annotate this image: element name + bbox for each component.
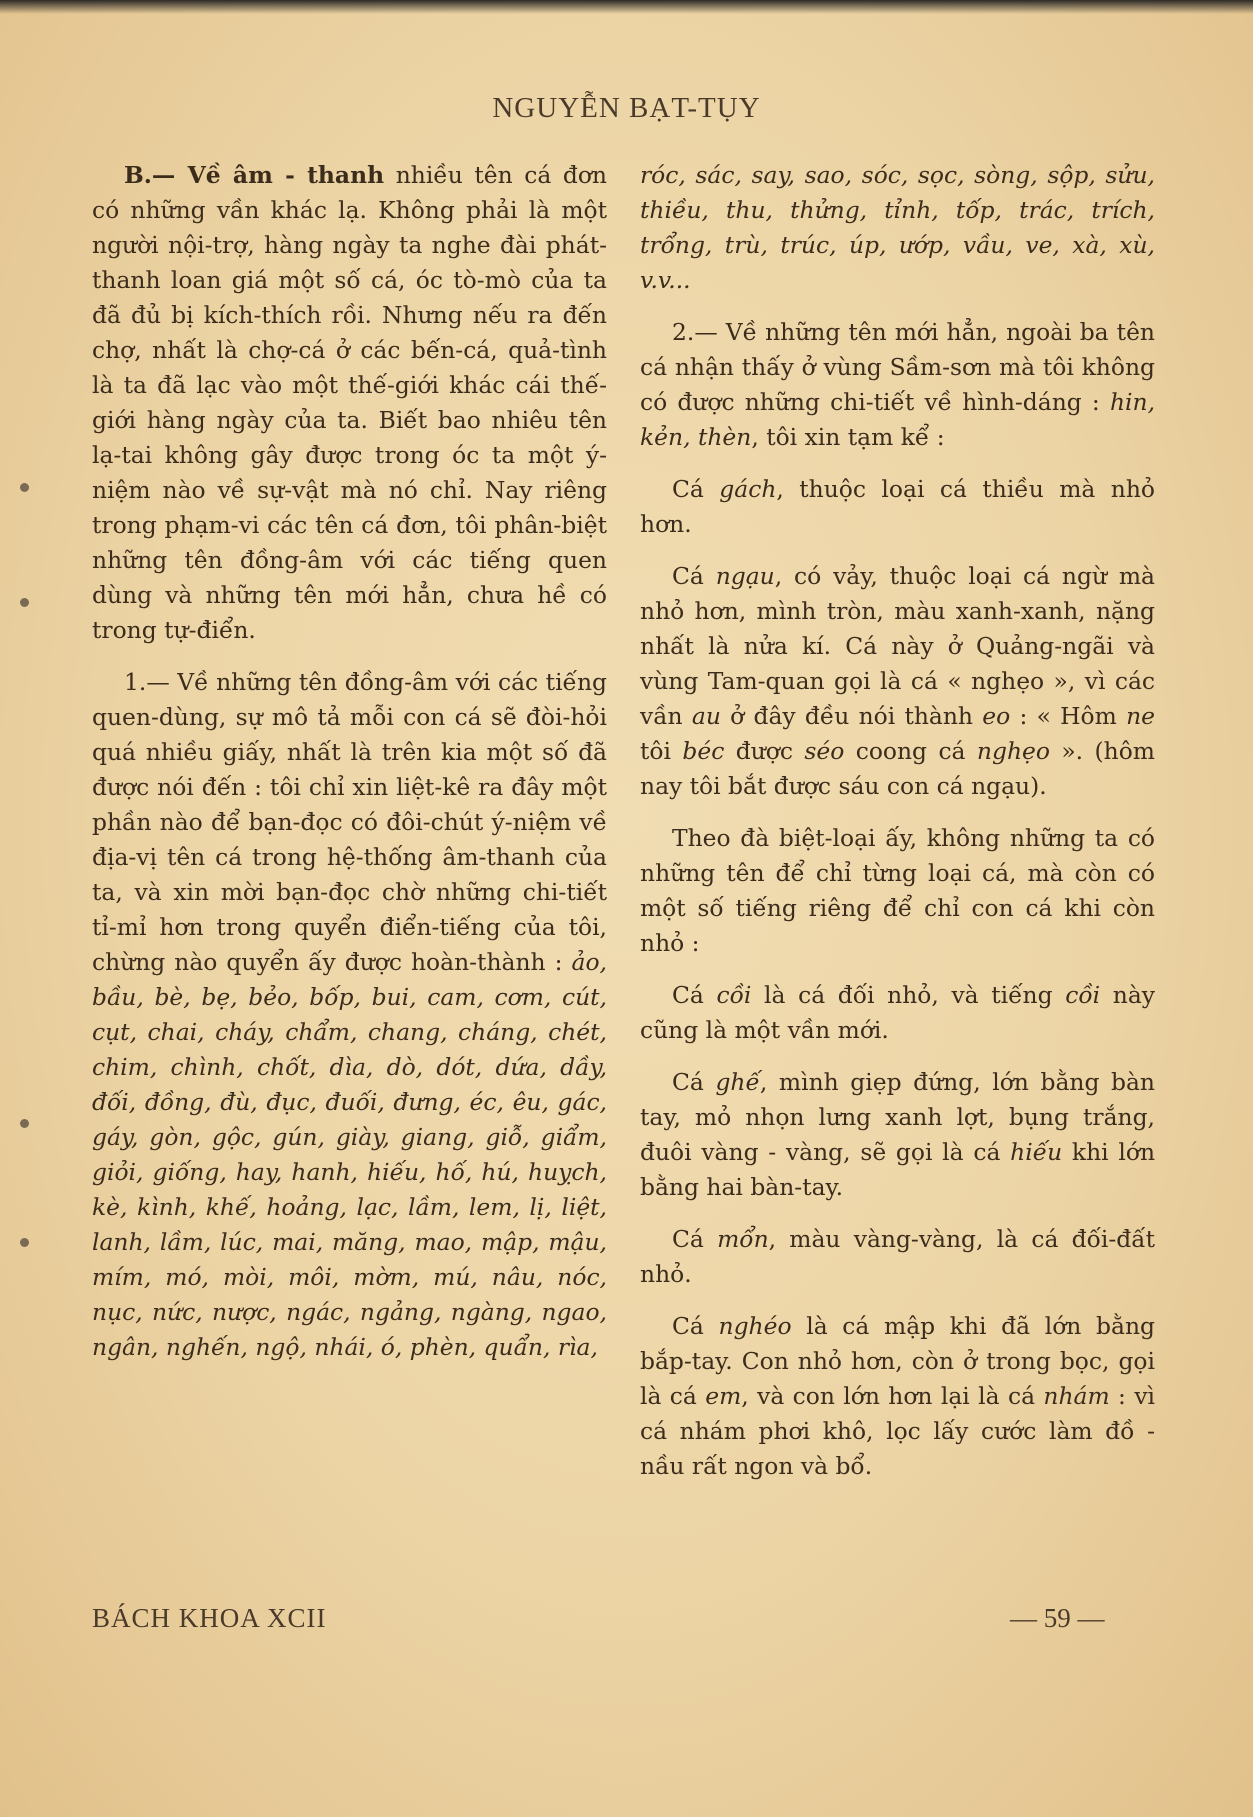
paragraph-gach: Cá gách, thuộc loại cá thiều mà nhỏ hơn. [640, 475, 1156, 538]
binding-hole [20, 598, 29, 607]
right-column [640, 158, 1155, 1501]
fish-name-list-continued: róc, sác, say, sao, sóc, sọc, sòng, sộp, sửu, thiều, thu, thửng, tỉnh, tốp, trác, trích, trổng, trù, trúc, úp, ướp, vầu, ve, xà, xù, v.v... [640, 161, 1155, 294]
section-heading: B.— Về âm - thanh [124, 161, 385, 189]
paragraph-ngau: Cá ngạu, có vảy, thuộc loại cá ngừ mà nhỏ hơn, mình tròn, màu xanh-xanh, nặng nhất là nửa kí. Cá này ở Quảng-ngãi và vùng Tam-quan gọi là cá « nghẹo », vì các vần au ở đây đều nói thành eo : « Hôm ne tôi béc được séo coong cá nghẹo ». (hôm nay tôi bắt được sáu con cá ngạu). [640, 562, 1156, 800]
binding-hole [20, 1119, 29, 1128]
fish-name-list: ảo, bầu, bè, bẹ, bẻo, bốp, bui, cam, cơm, cút, cụt, chai, cháy, chẩm, chang, cháng, chét, chim, chình, chốt, dìa, dò, dót, dứa, dầy, đối, đồng, đù, đục, đuối, đưng, éc, êu, gác, gáy, gòn, gộc, gún, giày, giang, giỗ, giẩm, giỏi, giống, hay, hanh, hiếu, hố, hú, huỵch, kè, kình, khế, hoảng, lạc, lầm, lem, lị, liệt, lanh, lầm, lúc, mai, măng, mao, mập, mậu, mím, mó, mòi, môi, mờm, mú, nâu, nóc, nục, nức, nược, ngác, ngảng, ngàng, ngao, ngân, nghến, ngộ, nhái, ó, phèn, quẩn, rìa, [92, 948, 607, 1361]
binding-hole [20, 1238, 29, 1247]
binding-hole [20, 483, 29, 492]
left-column [92, 158, 607, 1382]
paragraph-sound: B.— Về âm - thanh nhiều tên cá đơn có những vần khác lạ. Không phải là một người nội-trợ, hàng ngày ta nghe đài phát-thanh loan giá một số cá, óc tò-mò của ta đã đủ bị kích-thích rồi. Nhưng nếu ra đến chợ, nhất là chợ-cá ở các bến-cá, quả-tình là ta đã lạc vào một thế-giới khác cái thế-giới hàng ngày của ta. Biết bao nhiêu tên lạ-tai không gây được trong óc ta một ý-niệm nào về sự-vật mà nó chỉ. Nay riêng trong phạm-vi các tên cá đơn, tôi phân-biệt những tên đồng-âm với các tiếng quen dùng và những tên mới hẳn, chưa hề có trong tự-điển. [92, 161, 607, 644]
paragraph-mon: Cá mổn, màu vàng-vàng, là cá đối-đất nhỏ. [640, 1225, 1155, 1288]
running-header: NGUYỄN BẠT-TỤY [492, 92, 761, 124]
paragraph-ghe: Cá ghế, mình giẹp đứng, lớn bằng bàn tay, mỏ nhọn lưng xanh lợt, bụng trắng, đuôi vàng - vàng, sẽ gọi là cá hiếu khi lớn bằng hai bàn-tay. [640, 1068, 1156, 1201]
paragraph-coi: Cá cồi là cá đối nhỏ, và tiếng cồi này cũng là một vần mới. [640, 981, 1155, 1044]
page-number: — 59 — [1010, 1603, 1105, 1633]
paragraph-classification: Theo đà biệt-loại ấy, không những ta có những tên để chỉ từng loại cá, mà còn có một số tiếng riêng để chỉ con cá khi còn nhỏ : [640, 824, 1155, 957]
paragraph-new-names: 2.— Về những tên mới hẳn, ngoài ba tên cá nhận thấy ở vùng Sầm-sơn mà tôi không có được những chi-tiết về hình-dáng : hin, kẻn, thèn, tôi xin tạm kể : [640, 318, 1155, 451]
paragraph-ngheo: Cá nghéo là cá mập khi đã lớn bằng bắp-tay. Con nhỏ hơn, còn ở trong bọc, gọi là cá em, và con lớn hơn lại là cá nhám : vì cá nhám phơi khô, lọc lấy cước làm đồ - nầu rất ngon và bổ. [640, 1312, 1156, 1480]
journal-footer: BÁCH KHOA XCII [92, 1603, 327, 1633]
paragraph-homonyms: 1.— Về những tên đồng-âm với các tiếng quen-dùng, sự mô tả mỗi con cá sẽ đòi-hỏi quá nhiều giấy, nhất là trên kia một số đã được nói đến : tôi chỉ xin liệt-kê ra đây một phần nào để bạn-đọc có đôi-chút ý-niệm về địa-vị tên cá trong hệ-thống âm-thanh của ta, và xin mời bạn-đọc chờ những chi-tiết tỉ-mỉ hơn trong quyển điển-tiếng của tôi, chừng nào quyển ấy được hoàn-thành : ảo, bầu, bè, bẹ, bẻo, bốp, bui, cam, cơm, cút, cụt, chai, cháy, chẩm, chang, cháng, chét, chim, chình, chốt, dìa, dò, dót, dứa, dầy, đối, đồng, đù, đục, đuối, đưng, éc, êu, gác, gáy, gòn, gộc, gún, giày, giang, giỗ, giẩm, giỏi, giống, hay, hanh, hiếu, hố, hú, huỵch, kè, kình, khế, hoảng, lạc, lầm, lem, lị, liệt, lanh, lầm, lúc, mai, măng, mao, mập, mậu, mím, mó, mòi, môi, mờm, mú, nâu, nóc, nục, nức, nược, ngác, ngảng, ngàng, ngao, ngân, nghến, ngộ, nhái, ó, phèn, quẩn, rìa, [92, 668, 607, 1361]
